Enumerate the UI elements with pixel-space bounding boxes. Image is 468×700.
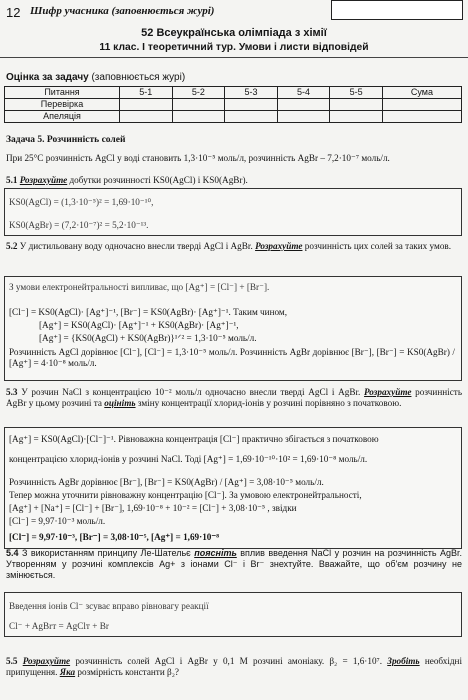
answer-box-5-2: [4, 276, 462, 381]
score-col-header: 5-1: [120, 87, 173, 99]
score-cell[interactable]: [120, 99, 173, 111]
question-text: розчинність AgBr у цьому розчині та: [6, 387, 463, 409]
score-col-header: 5-2: [172, 87, 225, 99]
task-intro: При 25°С розчинність AgCl у воді становить 1,3·10⁻⁵ моль/л, розчинність AgBr – 7,2·10⁻⁷ моль/л.: [6, 153, 390, 163]
score-col-header: 5-3: [225, 87, 278, 99]
answer-line: З умови електронейтральності випливає, що [Ag⁺] = [Cl⁻] + [Br⁻].: [9, 282, 270, 292]
answer-line: [Ag⁺] + [Na⁺] = [Cl⁻] + [Br⁻], 1,69·10⁻⁸ + 10⁻² = [Cl⁻] + 3,08·10⁻⁵ , звідки: [9, 503, 297, 513]
answer-line: [Cl⁻] = 9,97·10⁻³ моль/л.: [9, 516, 106, 526]
answer-line: [Ag⁺] = KS0(AgCl)· [Ag⁺]⁻¹ + KS0(AgBr)· [Ag⁺]⁻¹,: [39, 320, 239, 330]
score-cell[interactable]: [120, 111, 173, 123]
question-text: добутки розчинності KS0(AgCl) і KS0(AgBr).: [69, 175, 248, 185]
score-row-review: [5, 99, 462, 111]
score-title: [6, 72, 185, 84]
answer-line: Cl⁻ + AgBrт = AgClт + Br: [9, 621, 109, 631]
score-row-appeal: [5, 111, 462, 123]
question-number: 5.2: [6, 241, 18, 251]
task-title: Задача 5. Розчинність солей: [6, 135, 126, 145]
question-text: розмірність константи β₂?: [77, 667, 179, 678]
score-cell[interactable]: [172, 99, 225, 111]
answer-line: [Cl⁻] = KS0(AgCl)· [Ag⁺]⁻¹, [Br⁻] = KS0(AgBr)· [Ag⁺]⁻¹. Таким чином,: [9, 307, 288, 317]
question-text: З використанням принципу Ле-Шательє: [21, 548, 191, 558]
score-cell[interactable]: [225, 111, 278, 123]
answer-box-5-3: [4, 427, 462, 549]
question-5-4: [6, 548, 462, 581]
question-text: У дистильовану воду одночасно внесли тверді AgCl і AgBr.: [19, 241, 253, 251]
score-cell[interactable]: [277, 99, 330, 111]
score-cell[interactable]: [382, 99, 461, 111]
question-text: розчинність цих солей за таких умов.: [304, 241, 452, 251]
subtitle: 11 клас. I теоретичний тур. Умови і листи відповідей: [99, 42, 369, 53]
score-row-label: Перевірка: [5, 99, 120, 111]
answer-line: Введення іонів Cl⁻ зсуває вправо рівновагу реакції: [9, 601, 209, 611]
score-cell[interactable]: [225, 99, 278, 111]
answer-line: [Ag⁺] = {KS0(AgCl) + KS0(AgBr)}¹ᐟ² = 1,3·10⁻⁵ моль/л.: [39, 333, 257, 343]
question-text: У розчин NaCl з концентрацією 10⁻² моль/л одночасно внесли тверді AgCl і AgBr.: [21, 387, 361, 397]
question-text: розчинність солей AgCl і AgBr у 0,1 М розчині амоніаку. β₂ = 1,6·10⁷.: [75, 656, 383, 666]
score-col-header: 5-4: [277, 87, 330, 99]
question-text: необхідні припущення.: [6, 656, 463, 678]
answer-line: KS0(AgCl) = (1,3·10⁻⁵)² = 1,69·10⁻¹⁰,: [9, 197, 154, 207]
olympiad-title: 52 Всеукраїнська олімпіада з хімії: [141, 27, 327, 39]
answer-line: Розчинність AgCl дорівнює [Cl⁻], [Cl⁻] = 1,3·10⁻⁵ моль/л. Розчинність AgBr дорівнює [Br⁻], [Br⁻] = KS0(AgBr) / [Ag⁺] = 4·10⁻⁸ моль/л.: [9, 347, 455, 369]
score-cell[interactable]: [277, 111, 330, 123]
question-verb: Зробіть: [387, 656, 420, 666]
question-text: зміну концентрації хлорид-іонів у розчині порівняно з початковою.: [137, 398, 402, 409]
question-number: 5.5: [6, 656, 18, 666]
question-text: вплив введення NaCl у розчин на розчинність AgBr. Утворенням у розчині комплексів Ag+ з іонами Cl⁻ і Br⁻ знехтуйте. Вважайте, що об'єм розчину не змінюється.: [6, 548, 462, 580]
question-number: 5.1: [6, 175, 18, 185]
score-col-header: 5-5: [330, 87, 383, 99]
answer-summary: [Cl⁻] = 9,97·10⁻³, [Br⁻] = 3,08·10⁻⁵, [Ag⁺] = 1,69·10⁻⁸: [9, 532, 220, 542]
score-row-label: Апеляція: [5, 111, 120, 123]
question-5-5: [6, 656, 462, 678]
score-cell[interactable]: [330, 99, 383, 111]
score-cell[interactable]: [330, 111, 383, 123]
question-verb: Яка: [59, 667, 76, 678]
score-col-header: Питання: [5, 87, 120, 99]
score-title-bold: Оцінка за задачу: [6, 72, 89, 83]
question-verb: Розрахуйте: [364, 387, 412, 397]
answer-line: KS0(AgBr) = (7,2·10⁻⁷)² = 5,2·10⁻¹³.: [9, 220, 149, 230]
question-number: 5.3: [6, 387, 18, 397]
question-verb: Розрахуйте: [22, 656, 71, 666]
cipher-input-box[interactable]: [331, 0, 463, 20]
question-verb: Розрахуйте: [19, 175, 68, 185]
answer-line: Розчинність AgBr дорівнює [Br⁻], [Br⁻] = KS0(AgBr) / [Ag⁺] = 3,08·10⁻⁵ моль/л.: [9, 477, 324, 487]
question-5-1: [6, 175, 462, 186]
score-col-header: Сума: [382, 87, 461, 99]
question-verb: оцініть: [104, 398, 136, 409]
header-divider: [0, 57, 468, 58]
score-header-row: [5, 87, 462, 99]
question-5-2: [6, 241, 462, 252]
cipher-label: Шифр учасника (заповнюється журі): [30, 5, 215, 17]
question-number: 5.4: [6, 548, 19, 558]
score-cell[interactable]: [382, 111, 461, 123]
answer-box-5-1: [4, 188, 462, 236]
question-verb: Розрахуйте: [255, 241, 303, 251]
score-cell[interactable]: [172, 111, 225, 123]
question-verb: поясніть: [194, 548, 237, 558]
page-number: 12: [6, 5, 21, 20]
answer-line: концентрацією хлорид-іонів у розчині NaCl. Тоді [Ag⁺] = 1,69·10⁻¹⁰·10² = 1,69·10⁻⁸ моль/л.: [9, 454, 368, 464]
answer-line: [Ag⁺] = KS0(AgCl)·[Cl⁻]⁻¹. Рівноважна концентрація [Cl⁻] практично збігається з початковою: [9, 434, 379, 444]
score-title-rest: (заповнюється журі): [88, 72, 186, 83]
score-table: [4, 86, 462, 123]
answer-line: Тепер можна уточнити рівноважну концентрацію [Cl⁻]. За умовою електронейтральності,: [9, 490, 362, 500]
answer-box-5-4: [4, 592, 462, 637]
question-5-3: [6, 387, 462, 409]
